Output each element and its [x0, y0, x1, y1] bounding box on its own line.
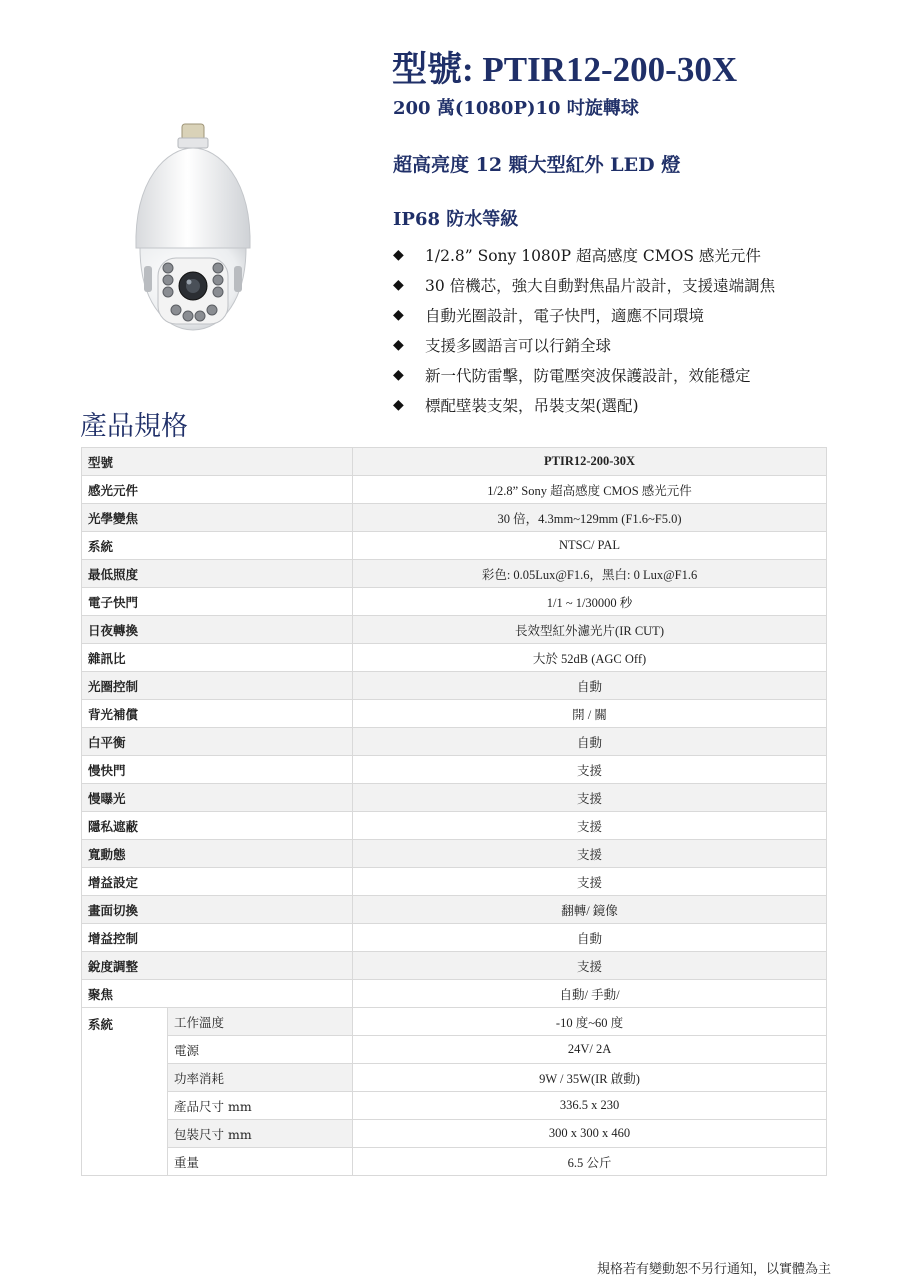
spec-value: 300 x 300 x 460 [353, 1120, 827, 1148]
spec-label: 系統 [82, 532, 353, 560]
spec-value: 支援 [353, 784, 827, 812]
spec-row [82, 588, 827, 616]
spec-sub-label: 工作溫度 [168, 1008, 353, 1036]
spec-row [82, 532, 827, 560]
diamond-bullet-icon: ◆ [393, 307, 404, 323]
spec-label: 隱私遮蔽 [82, 812, 353, 840]
spec-label: 最低照度 [82, 560, 353, 588]
model-title: 型號: PTIR12-200-30X [392, 50, 738, 89]
spec-value: 開 / 關 [353, 700, 827, 728]
spec-label: 感光元件 [82, 476, 353, 504]
spec-label: 日夜轉換 [82, 616, 353, 644]
spec-row [82, 868, 827, 896]
spec-label: 型號 [82, 448, 353, 476]
spec-value: 支援 [353, 868, 827, 896]
spec-value: 自動 [353, 728, 827, 756]
spec-label: 增益設定 [82, 868, 353, 896]
diamond-bullet-icon: ◆ [393, 367, 404, 383]
spec-label: 慢曝光 [82, 784, 353, 812]
spec-value: NTSC/ PAL [353, 532, 827, 560]
spec-row [82, 644, 827, 672]
spec-label: 白平衡 [82, 728, 353, 756]
spec-value: 長效型紅外濾光片(IR CUT) [353, 616, 827, 644]
feature-text: 新一代防雷擊，防電壓突波保護設計，效能穩定 [425, 367, 751, 385]
feature-item [393, 300, 775, 330]
spec-row-system [82, 1120, 827, 1148]
spec-row-system [82, 1064, 827, 1092]
spec-value: 9W / 35W(IR 啟動) [353, 1064, 827, 1092]
spec-label: 聚焦 [82, 980, 353, 1008]
spec-label: 寬動態 [82, 840, 353, 868]
spec-row [82, 728, 827, 756]
feature-text: 30 倍機芯，強大自動對焦晶片設計，支援遠端調焦 [425, 277, 776, 295]
spec-row [82, 560, 827, 588]
spec-value: 6.5 公斤 [353, 1148, 827, 1176]
spec-row [82, 840, 827, 868]
feature-item [393, 360, 775, 390]
product-subtitle: 200 萬(1080P)10 吋旋轉球 [393, 98, 639, 119]
feature-item [393, 330, 775, 360]
spec-label: 背光補償 [82, 700, 353, 728]
feature-list [393, 240, 775, 420]
spec-value: 彩色: 0.05Lux@F1.6，黑白: 0 Lux@F1.6 [353, 560, 827, 588]
spec-label: 光圈控制 [82, 672, 353, 700]
feature-text: 支援多國語言可以行銷全球 [425, 337, 612, 355]
spec-value: 大於 52dB (AGC Off) [353, 644, 827, 672]
spec-label: 畫面切換 [82, 896, 353, 924]
spec-label: 增益控制 [82, 924, 353, 952]
spec-value: 支援 [353, 756, 827, 784]
spec-value: 自動 [353, 672, 827, 700]
footer-disclaimer: 規格若有變動恕不另行通知，以實體為主 [596, 1262, 831, 1277]
spec-row [82, 784, 827, 812]
ptz-camera-image [128, 118, 258, 343]
spec-row [82, 980, 827, 1008]
spec-value: 336.5 x 230 [353, 1092, 827, 1120]
spec-sub-label: 產品尺寸 mm [168, 1092, 353, 1120]
spec-group-label: 系統 [82, 1008, 168, 1176]
spec-value: -10 度~60 度 [353, 1008, 827, 1036]
spec-label: 雜訊比 [82, 644, 353, 672]
feature-text: 標配壁裝支架，吊裝支架(選配) [425, 397, 639, 415]
spec-section-heading: 產品規格 [80, 411, 188, 442]
feature-item [393, 390, 775, 420]
spec-value: 支援 [353, 840, 827, 868]
spec-value: 自動/ 手動/ [353, 980, 827, 1008]
feature-text: 1/2.8” Sony 1080P 超高感度 CMOS 感光元件 [425, 247, 761, 265]
spec-row [82, 700, 827, 728]
spec-row-system [82, 1092, 827, 1120]
ir-led-highlight: 超高亮度 12 顆大型紅外 LED 燈 [393, 154, 681, 176]
spec-row [82, 476, 827, 504]
feature-item [393, 240, 775, 270]
spec-value: 支援 [353, 952, 827, 980]
spec-row [82, 616, 827, 644]
spec-sub-label: 包裝尺寸 mm [168, 1120, 353, 1148]
spec-value: 翻轉/ 鏡像 [353, 896, 827, 924]
spec-value: PTIR12-200-30X [353, 448, 827, 476]
spec-row-system [82, 1008, 827, 1036]
spec-row [82, 952, 827, 980]
spec-value: 支援 [353, 812, 827, 840]
ip-rating: IP68 防水等級 [393, 209, 519, 230]
spec-row [82, 812, 827, 840]
spec-value: 24V/ 2A [353, 1036, 827, 1064]
spec-value: 自動 [353, 924, 827, 952]
spec-row-system [82, 1036, 827, 1064]
spec-row [82, 672, 827, 700]
spec-label: 電子快門 [82, 588, 353, 616]
diamond-bullet-icon: ◆ [393, 247, 404, 263]
diamond-bullet-icon: ◆ [393, 277, 404, 293]
feature-item [393, 270, 775, 300]
spec-sub-label: 功率消耗 [168, 1064, 353, 1092]
spec-label: 慢快門 [82, 756, 353, 784]
spec-row [82, 504, 827, 532]
spec-value: 30 倍，4.3mm~129mm (F1.6~F5.0) [353, 504, 827, 532]
spec-row-model [82, 448, 827, 476]
spec-label: 光學變焦 [82, 504, 353, 532]
spec-sub-label: 重量 [168, 1148, 353, 1176]
spec-sub-label: 電源 [168, 1036, 353, 1064]
spec-row [82, 896, 827, 924]
diamond-bullet-icon: ◆ [393, 397, 404, 413]
spec-value: 1/1 ~ 1/30000 秒 [353, 588, 827, 616]
spec-row [82, 756, 827, 784]
spec-value: 1/2.8” Sony 超高感度 CMOS 感光元件 [353, 476, 827, 504]
spec-row-system [82, 1148, 827, 1176]
spec-row [82, 924, 827, 952]
spec-table [81, 447, 827, 1176]
spec-label: 銳度調整 [82, 952, 353, 980]
diamond-bullet-icon: ◆ [393, 337, 404, 353]
feature-text: 自動光圈設計，電子快門，適應不同環境 [425, 307, 705, 325]
